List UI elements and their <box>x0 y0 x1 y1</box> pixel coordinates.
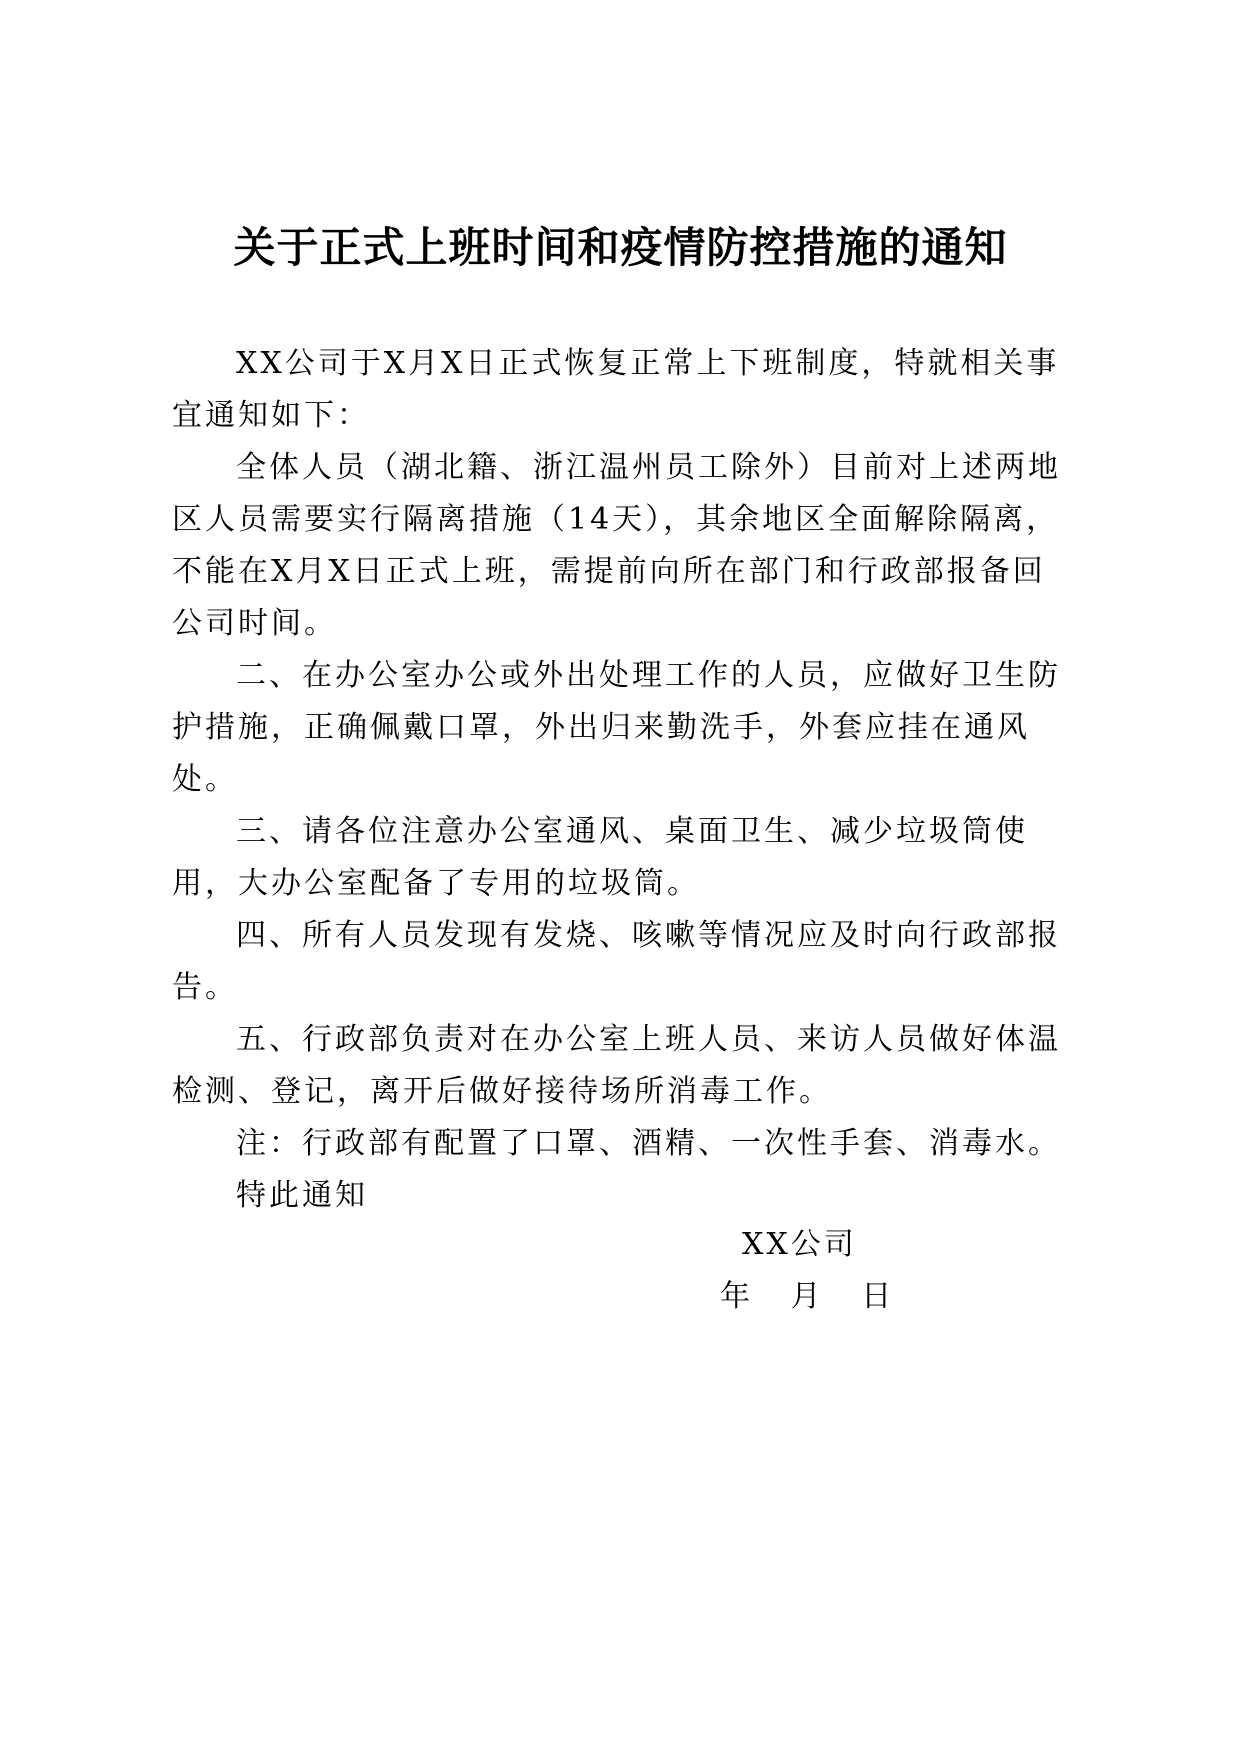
document-body <box>172 338 1072 1222</box>
paragraph-4: 四、所有人员发现有发烧、咳嗽等情况应及时向行政部报告。 <box>172 918 1061 1005</box>
paragraph-5: 五、行政部负责对在办公室上班人员、来访人员做好体温检测、登记，离开后做好接待场所消毒工作。 <box>172 1022 1061 1109</box>
closing-paragraph: 特此通知 <box>236 1178 368 1213</box>
signature-date: 年 月 日 <box>720 1279 895 1314</box>
paragraph-2: 二、在办公室办公或外出处理工作的人员，应做好卫生防护措施，正确佩戴口罩，外出归来勤洗手，外套应挂在通风处。 <box>172 658 1061 797</box>
paragraph-1: 全体人员（湖北籍、浙江温州员工除外）目前对上述两地区人员需要实行隔离措施（14天），其余地区全面解除隔离，不能在X月X日正式上班，需提前向所在部门和行政部报备回公司时间。 <box>172 450 1061 641</box>
signature-company: XX公司 <box>742 1227 857 1262</box>
paragraph-3: 三、请各位注意办公室通风、桌面卫生、减少垃圾筒使用，大办公室配备了专用的垃圾筒。 <box>172 814 1028 901</box>
document-title: 关于正式上班时间和疫情防控措施的通知 <box>233 223 1008 272</box>
paragraph-intro: XX公司于X月X日正式恢复正常上下班制度，特就相关事宜通知如下： <box>172 346 1060 433</box>
note-paragraph: 注：行政部有配置了口罩、酒精、一次性手套、消毒水。 <box>236 1126 1061 1161</box>
